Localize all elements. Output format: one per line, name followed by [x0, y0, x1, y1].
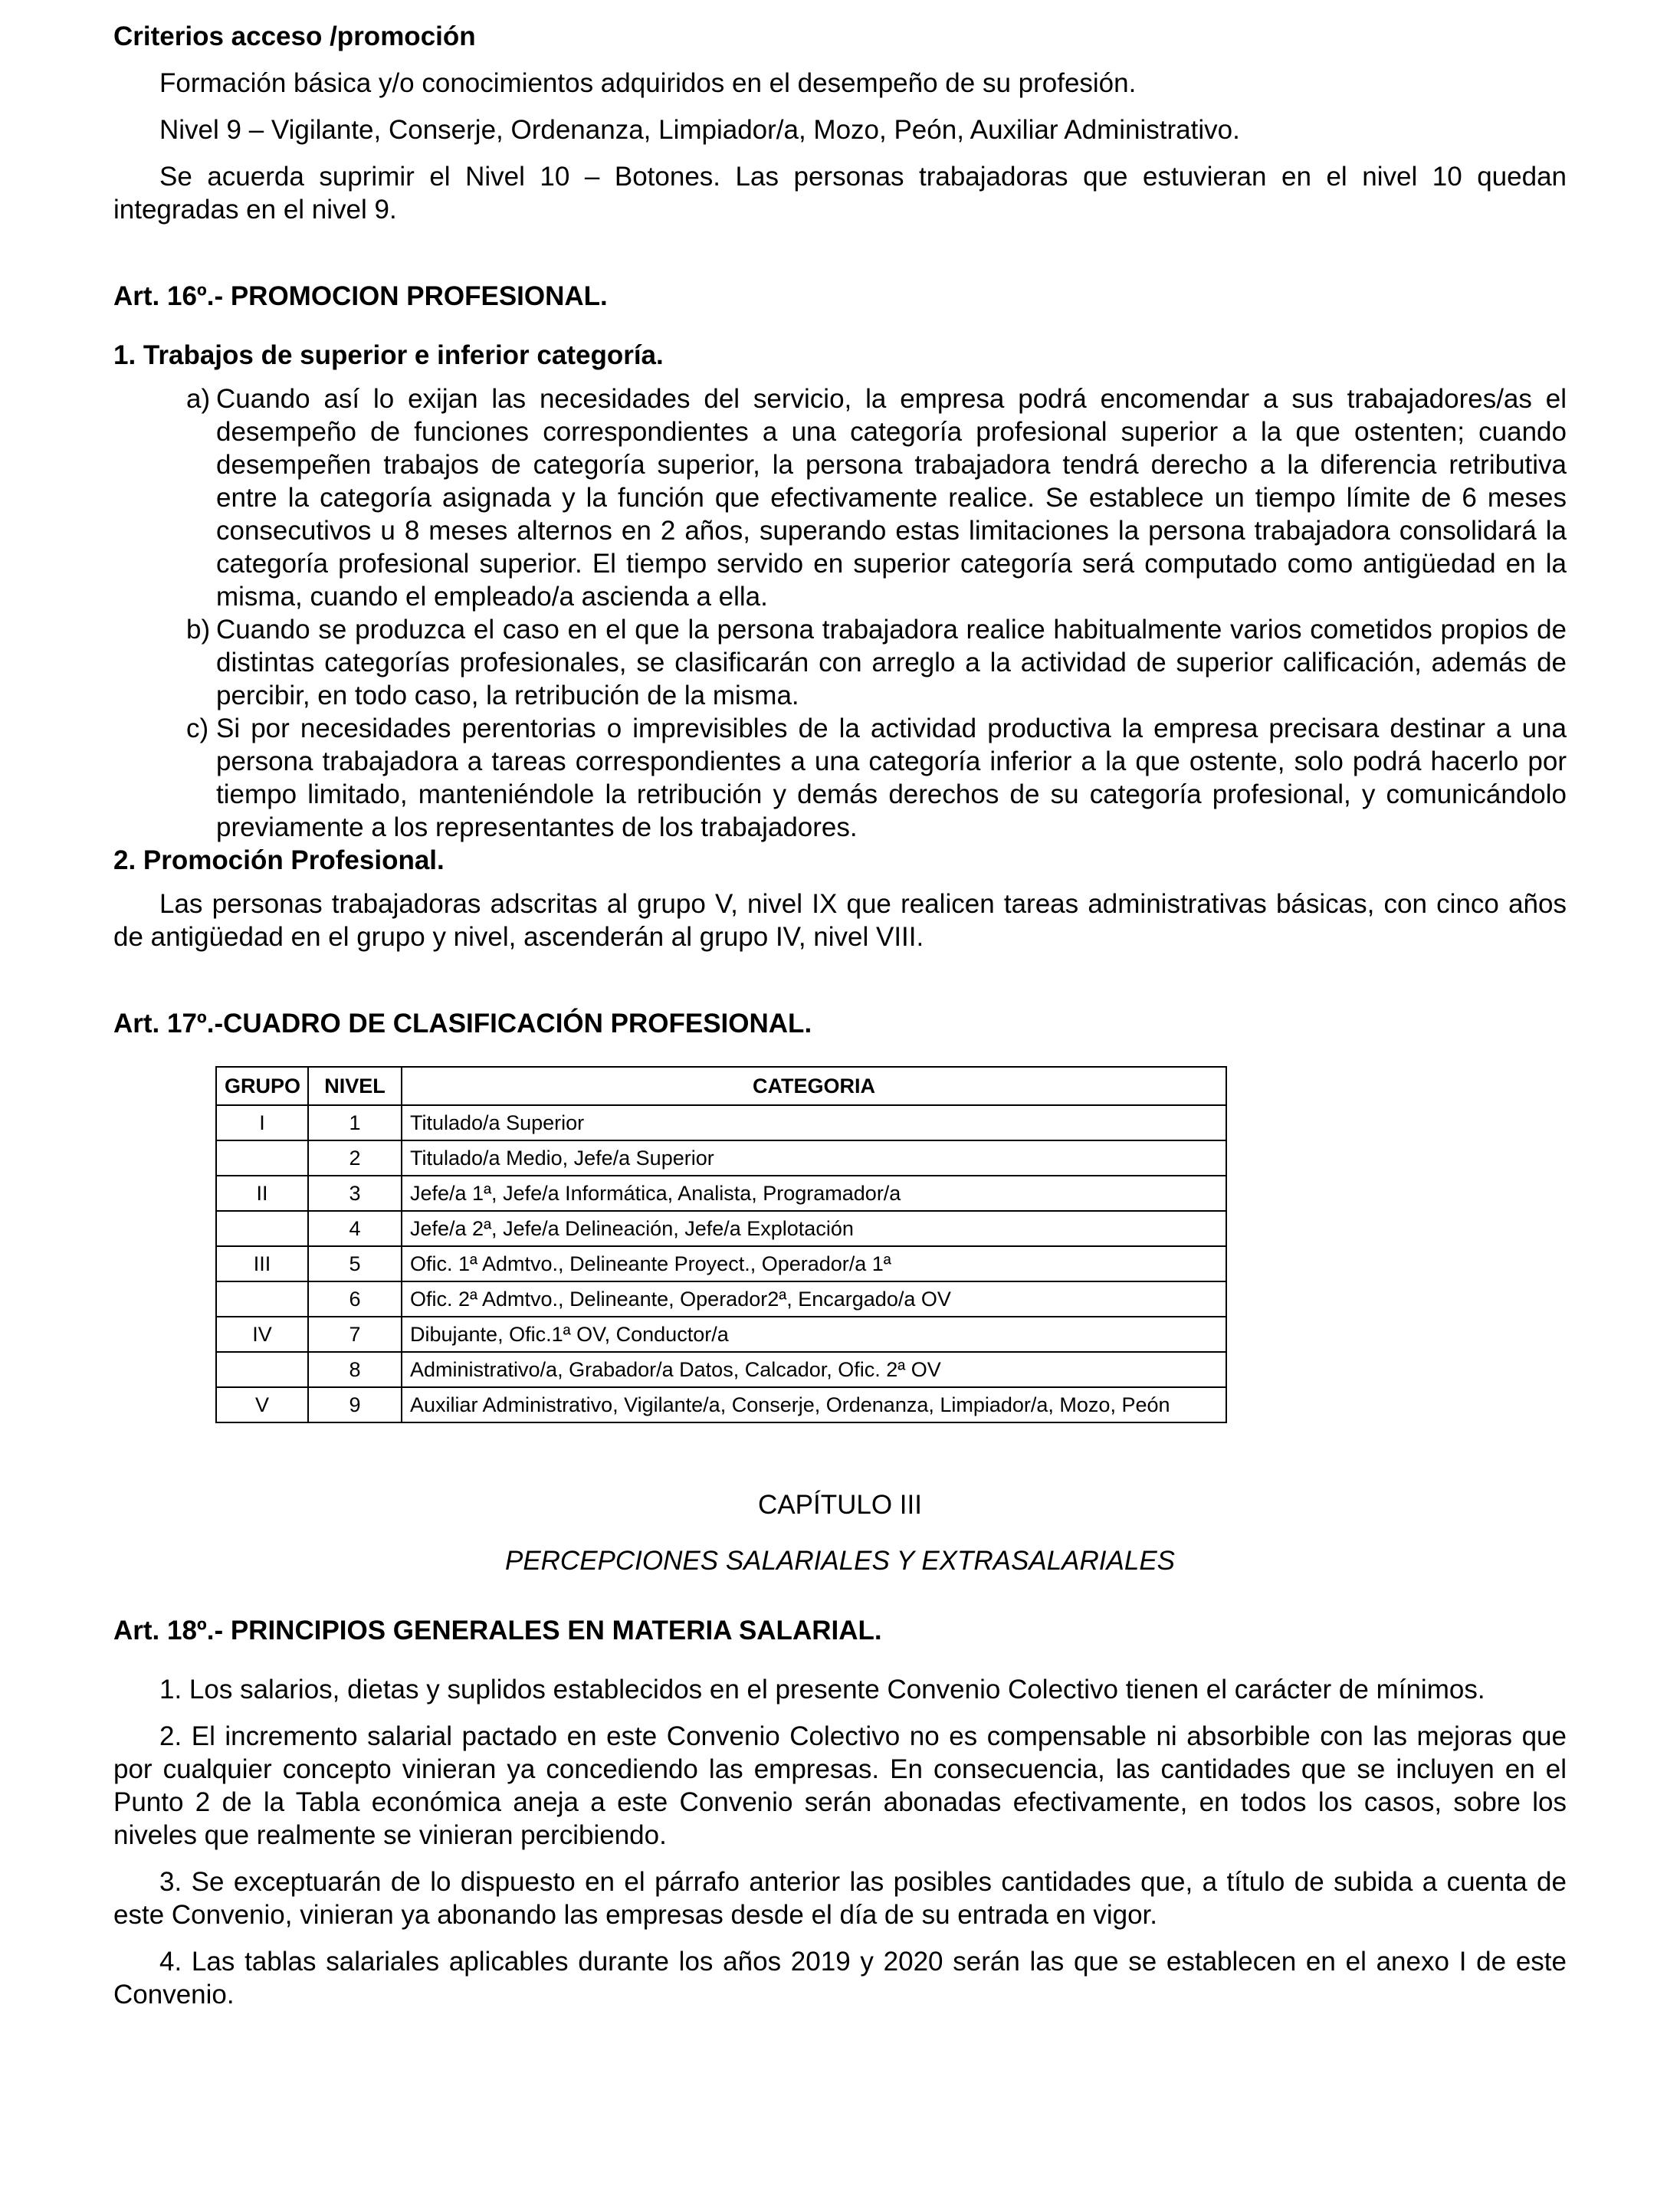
list-item-c — [113, 712, 1567, 844]
classification-table — [215, 1066, 1227, 1423]
cell-grupo — [216, 1352, 308, 1387]
cell-nivel: 5 — [308, 1246, 402, 1281]
para-formacion-basica: Formación básica y/o conocimientos adquiridos en el desempeño de su profesión. — [159, 68, 1137, 98]
cell-categoria: Dibujante, Ofic.1ª OV, Conductor/a — [402, 1317, 1226, 1352]
list-item-b — [113, 613, 1567, 712]
table-row — [216, 1105, 1226, 1140]
cell-categoria: Titulado/a Superior — [402, 1105, 1226, 1140]
table-row — [216, 1176, 1226, 1211]
table-row — [216, 1246, 1226, 1281]
list-marker-a: a) — [186, 384, 211, 414]
cell-categoria: Ofic. 2ª Admtvo., Delineante, Operador2ª, Encargado/a OV — [402, 1281, 1226, 1317]
cell-categoria: Jefe/a 2ª, Jefe/a Delineación, Jefe/a Explotación — [402, 1211, 1226, 1246]
column-header-nivel: NIVEL — [308, 1067, 402, 1105]
subtitle-percepciones: PERCEPCIONES SALARIALES Y EXTRASALARIALES — [504, 1546, 1176, 1576]
list-art16 — [113, 382, 1567, 844]
column-header-categoria: CATEGORIA — [402, 1067, 1226, 1105]
cell-nivel: 2 — [308, 1140, 402, 1176]
para-art18-4: 4. Las tablas salariales aplicables durante los años 2019 y 2020 serán las que se establecen en el anexo I de este Convenio. — [113, 1947, 1567, 2010]
cell-nivel: 1 — [308, 1105, 402, 1140]
list-item-b-text: Cuando se produzca el caso en el que la persona trabajadora realice habitualmente varios cometidos propios de distintas categorías profesionales, se clasificarán con arreglo a la actividad de superior calificación, además de percibir, en todo caso, la retribución de la misma. — [216, 615, 1567, 710]
para-suprimir-nivel-10: Se acuerda suprimir el Nivel 10 – Botones. Las personas trabajadoras que estuvieran en el nivel 10 quedan integradas en el nivel 9. — [113, 162, 1567, 225]
list-item-a-text: Cuando así lo exijan las necesidades del servicio, la empresa podrá encomendar a sus trabajadores/as el desempeño de funciones correspondientes a una categoría profesional superior a la que ostenten; cuando desempeñen trabajos de categoría superior, la persona trabajadora tendrá derecho a la diferencia retributiva entre la categoría asignada y la función que efectivamente realice. Se establece un tiempo límite de 6 meses consecutivos u 8 meses alternos en 2 años, superando estas limitaciones la persona trabajadora consolidará la categoría profesional superior. El tiempo servido en superior categoría será computado como antigüedad en la misma, cuando el empleado/a ascienda a ella. — [216, 384, 1567, 612]
subheading-trabajos-superior-inferior: 1. Trabajos de superior e inferior categoría. — [113, 340, 664, 370]
cell-grupo: III — [216, 1246, 308, 1281]
table-header-row — [216, 1067, 1226, 1105]
cell-nivel: 6 — [308, 1281, 402, 1317]
cell-grupo: II — [216, 1176, 308, 1211]
cell-nivel: 7 — [308, 1317, 402, 1352]
list-marker-c: c) — [186, 714, 209, 743]
para-art18-1: 1. Los salarios, dietas y suplidos establecidos en el presente Convenio Colectivo tienen el carácter de mínimos. — [159, 1675, 1485, 1704]
cell-grupo: IV — [216, 1317, 308, 1352]
heading-art-18: Art. 18º.- PRINCIPIOS GENERALES EN MATERIA SALARIAL. — [113, 1616, 882, 1645]
table-row — [216, 1281, 1226, 1317]
cell-grupo — [216, 1140, 308, 1176]
cell-nivel: 8 — [308, 1352, 402, 1387]
list-marker-b: b) — [186, 615, 211, 645]
para-art18-3: 3. Se exceptuarán de lo dispuesto en el párrafo anterior las posibles cantidades que, a título de subida a cuenta de este Convenio, vinieran ya abonando las empresas desde el día de su entrada en vigor. — [113, 1867, 1567, 1930]
heading-capitulo-iii: CAPÍTULO III — [758, 1490, 922, 1520]
para-promocion-profesional: Las personas trabajadoras adscritas al grupo V, nivel IX que realicen tareas administrativas básicas, con cinco años de antigüedad en el grupo y nivel, ascenderán al grupo IV, nivel VIII. — [113, 889, 1567, 952]
column-header-grupo: GRUPO — [216, 1067, 308, 1105]
para-art18-2: 2. El incremento salarial pactado en este Convenio Colectivo no es compensable ni absorbible con las mejoras que por cualquier concepto vinieran ya concediendo las empresas. En consecuencia, las cantidades que se incluyen en el Punto 2 de la Tabla económica aneja a este Convenio serán abonadas efectivamente, en todos los casos, sobre los niveles que realmente se vinieran percibiendo. — [113, 1721, 1567, 1850]
table-row — [216, 1352, 1226, 1387]
cell-nivel: 9 — [308, 1387, 402, 1422]
heading-art-16: Art. 16º.- PROMOCION PROFESIONAL. — [113, 281, 608, 311]
cell-nivel: 4 — [308, 1211, 402, 1246]
table-row — [216, 1317, 1226, 1352]
cell-nivel: 3 — [308, 1176, 402, 1211]
cell-categoria: Titulado/a Medio, Jefe/a Superior — [402, 1140, 1226, 1176]
cell-categoria: Ofic. 1ª Admtvo., Delineante Proyect., Operador/a 1ª — [402, 1246, 1226, 1281]
cell-grupo — [216, 1211, 308, 1246]
table-row — [216, 1387, 1226, 1422]
table-row — [216, 1140, 1226, 1176]
list-item-c-text: Si por necesidades perentorias o imprevisibles de la actividad productiva la empresa precisara destinar a una persona trabajadora a tareas correspondientes a una categoría inferior a la que ostente, solo podrá hacerlo por tiempo limitado, manteniéndole la retribución y demás derechos de su categoría profesional, y comunicándolo previamente a los representantes de los trabajadores. — [216, 714, 1567, 842]
para-nivel-9: Nivel 9 – Vigilante, Conserje, Ordenanza, Limpiador/a, Mozo, Peón, Auxiliar Administrativo. — [159, 115, 1240, 145]
heading-art-17: Art. 17º.-CUADRO DE CLASIFICACIÓN PROFESIONAL. — [113, 1009, 812, 1038]
list-item-a — [113, 382, 1567, 613]
cell-grupo: V — [216, 1387, 308, 1422]
cell-grupo — [216, 1281, 308, 1317]
subheading-promocion-profesional: 2. Promoción Profesional. — [113, 845, 445, 875]
table-row — [216, 1211, 1226, 1246]
cell-categoria: Auxiliar Administrativo, Vigilante/a, Conserje, Ordenanza, Limpiador/a, Mozo, Peón — [402, 1387, 1226, 1422]
heading-criterios-acceso: Criterios acceso /promoción — [113, 21, 476, 51]
cell-grupo: I — [216, 1105, 308, 1140]
cell-categoria: Jefe/a 1ª, Jefe/a Informática, Analista, Programador/a — [402, 1176, 1226, 1211]
cell-categoria: Administrativo/a, Grabador/a Datos, Calcador, Ofic. 2ª OV — [402, 1352, 1226, 1387]
